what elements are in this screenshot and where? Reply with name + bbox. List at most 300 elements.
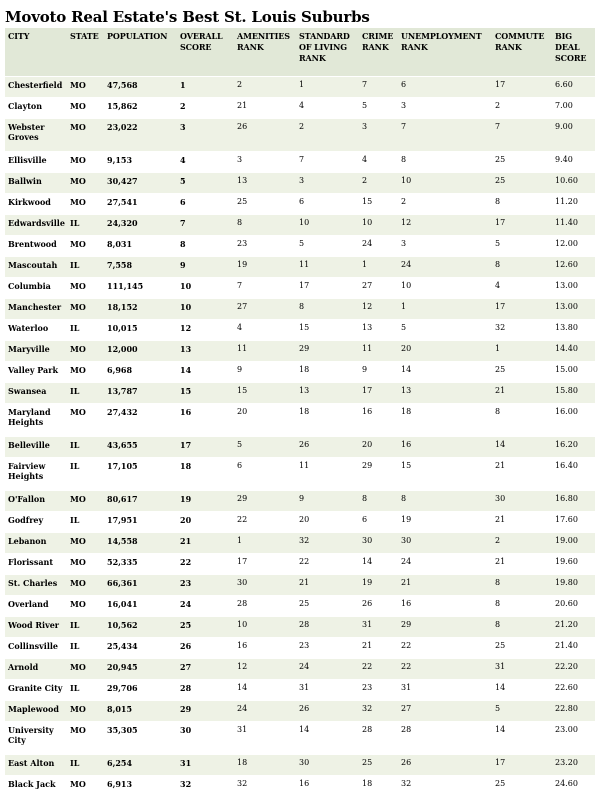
cell-big-deal-score: 13.00 <box>552 277 595 298</box>
table-row <box>5 616 595 637</box>
cell-big-deal-score: 10.60 <box>552 172 595 193</box>
cell-commute-rank: 14 <box>492 436 552 457</box>
column-header-overall-score: OVERALL SCORE <box>180 31 223 52</box>
cell-standard-of-living-rank: 15 <box>296 319 359 340</box>
cell-overall-score: 22 <box>177 553 234 574</box>
cell-amenities-rank: 5 <box>234 436 296 457</box>
cell-standard-of-living-rank: 32 <box>296 532 359 553</box>
cell-population: 111,145 <box>104 277 177 298</box>
cell-amenities-rank: 32 <box>234 775 296 796</box>
cell-amenities-rank: 24 <box>234 700 296 721</box>
cell-city: Mascoutah <box>5 256 67 277</box>
cell-standard-of-living-rank: 4 <box>296 97 359 118</box>
cell-big-deal-score: 16.40 <box>552 457 595 490</box>
cell-unemployment-rank: 27 <box>398 700 492 721</box>
cell-city: Edwardsville <box>5 214 67 235</box>
cell-state: IL <box>67 382 104 403</box>
cell-overall-score: 7 <box>177 214 234 235</box>
cell-overall-score: 17 <box>177 436 234 457</box>
cell-state: MO <box>67 574 104 595</box>
cell-big-deal-score: 21.20 <box>552 616 595 637</box>
cell-population: 66,361 <box>104 574 177 595</box>
cell-city: Florissant <box>5 553 67 574</box>
cell-overall-score: 14 <box>177 361 234 382</box>
cell-city: Overland <box>5 595 67 616</box>
cell-crime-rank: 29 <box>359 457 398 490</box>
cell-unemployment-rank: 19 <box>398 511 492 532</box>
cell-population: 18,152 <box>104 298 177 319</box>
cell-overall-score: 6 <box>177 193 234 214</box>
cell-overall-score: 12 <box>177 319 234 340</box>
cell-big-deal-score: 12.60 <box>552 256 595 277</box>
cell-crime-rank: 32 <box>359 700 398 721</box>
cell-standard-of-living-rank: 25 <box>296 595 359 616</box>
cell-population: 8,015 <box>104 700 177 721</box>
cell-standard-of-living-rank: 26 <box>296 436 359 457</box>
cell-overall-score: 5 <box>177 172 234 193</box>
cell-amenities-rank: 11 <box>234 340 296 361</box>
cell-crime-rank: 8 <box>359 490 398 511</box>
column-header-population: POPULATION <box>107 31 168 41</box>
cell-big-deal-score: 16.80 <box>552 490 595 511</box>
cell-amenities-rank: 30 <box>234 574 296 595</box>
cell-commute-rank: 17 <box>492 754 552 775</box>
table-row <box>5 511 595 532</box>
cell-city: Lebanon <box>5 532 67 553</box>
cell-population: 6,968 <box>104 361 177 382</box>
cell-unemployment-rank: 15 <box>398 457 492 490</box>
cell-standard-of-living-rank: 7 <box>296 151 359 172</box>
cell-big-deal-score: 19.60 <box>552 553 595 574</box>
cell-unemployment-rank: 6 <box>398 76 492 97</box>
cell-standard-of-living-rank: 11 <box>296 457 359 490</box>
column-header-unemployment-rank: UNEMPLOYMENT RANK <box>401 31 482 52</box>
cell-overall-score: 23 <box>177 574 234 595</box>
cell-overall-score: 26 <box>177 637 234 658</box>
cell-population: 52,335 <box>104 553 177 574</box>
table-row <box>5 637 595 658</box>
cell-crime-rank: 6 <box>359 511 398 532</box>
cell-big-deal-score: 19.00 <box>552 532 595 553</box>
cell-commute-rank: 25 <box>492 775 552 796</box>
cell-state: IL <box>67 214 104 235</box>
cell-population: 6,913 <box>104 775 177 796</box>
cell-standard-of-living-rank: 11 <box>296 256 359 277</box>
table-row <box>5 457 595 490</box>
cell-commute-rank: 8 <box>492 595 552 616</box>
cell-unemployment-rank: 10 <box>398 277 492 298</box>
cell-population: 13,787 <box>104 382 177 403</box>
cell-city: Columbia <box>5 277 67 298</box>
cell-amenities-rank: 15 <box>234 382 296 403</box>
cell-amenities-rank: 20 <box>234 403 296 436</box>
cell-big-deal-score: 11.20 <box>552 193 595 214</box>
cell-commute-rank: 14 <box>492 721 552 754</box>
cell-state: MO <box>67 775 104 796</box>
cell-population: 30,427 <box>104 172 177 193</box>
cell-big-deal-score: 6.60 <box>552 76 595 97</box>
cell-commute-rank: 4 <box>492 277 552 298</box>
column-header-commute-rank: COMMUTE RANK <box>495 31 545 52</box>
cell-state: MO <box>67 361 104 382</box>
cell-commute-rank: 30 <box>492 490 552 511</box>
cell-overall-score: 4 <box>177 151 234 172</box>
cell-standard-of-living-rank: 29 <box>296 340 359 361</box>
table-row <box>5 76 595 97</box>
cell-state: MO <box>67 490 104 511</box>
table-row <box>5 97 595 118</box>
cell-crime-rank: 7 <box>359 76 398 97</box>
cell-big-deal-score: 13.00 <box>552 298 595 319</box>
cell-crime-rank: 25 <box>359 754 398 775</box>
cell-city: Waterloo <box>5 319 67 340</box>
cell-standard-of-living-rank: 10 <box>296 214 359 235</box>
cell-overall-score: 15 <box>177 382 234 403</box>
table-row <box>5 172 595 193</box>
cell-unemployment-rank: 7 <box>398 118 492 151</box>
cell-commute-rank: 25 <box>492 172 552 193</box>
cell-commute-rank: 14 <box>492 679 552 700</box>
cell-standard-of-living-rank: 18 <box>296 403 359 436</box>
table-header-row <box>5 28 595 76</box>
cell-commute-rank: 7 <box>492 118 552 151</box>
table-row <box>5 340 595 361</box>
table-row <box>5 256 595 277</box>
cell-state: IL <box>67 637 104 658</box>
cell-overall-score: 20 <box>177 511 234 532</box>
cell-commute-rank: 21 <box>492 382 552 403</box>
cell-population: 23,022 <box>104 118 177 151</box>
cell-crime-rank: 22 <box>359 658 398 679</box>
table-row <box>5 595 595 616</box>
cell-amenities-rank: 23 <box>234 235 296 256</box>
cell-big-deal-score: 24.60 <box>552 775 595 796</box>
cell-crime-rank: 18 <box>359 775 398 796</box>
table-body <box>5 76 595 796</box>
cell-crime-rank: 21 <box>359 637 398 658</box>
cell-overall-score: 25 <box>177 616 234 637</box>
cell-population: 80,617 <box>104 490 177 511</box>
cell-overall-score: 28 <box>177 679 234 700</box>
cell-population: 27,432 <box>104 403 177 436</box>
cell-unemployment-rank: 12 <box>398 214 492 235</box>
cell-city: Maryland Heights <box>5 403 67 436</box>
cell-standard-of-living-rank: 31 <box>296 679 359 700</box>
cell-state: IL <box>67 457 104 490</box>
cell-overall-score: 31 <box>177 754 234 775</box>
cell-commute-rank: 8 <box>492 403 552 436</box>
cell-amenities-rank: 31 <box>234 721 296 754</box>
cell-crime-rank: 14 <box>359 553 398 574</box>
cell-unemployment-rank: 32 <box>398 775 492 796</box>
cell-commute-rank: 21 <box>492 457 552 490</box>
cell-crime-rank: 5 <box>359 97 398 118</box>
cell-population: 17,105 <box>104 457 177 490</box>
cell-city: St. Charles <box>5 574 67 595</box>
table-row <box>5 436 595 457</box>
cell-big-deal-score: 15.00 <box>552 361 595 382</box>
cell-city: Arnold <box>5 658 67 679</box>
cell-amenities-rank: 12 <box>234 658 296 679</box>
cell-commute-rank: 1 <box>492 340 552 361</box>
table-row <box>5 679 595 700</box>
table-row <box>5 532 595 553</box>
cell-big-deal-score: 22.80 <box>552 700 595 721</box>
cell-amenities-rank: 6 <box>234 457 296 490</box>
table-row <box>5 193 595 214</box>
cell-city: Valley Park <box>5 361 67 382</box>
cell-big-deal-score: 14.40 <box>552 340 595 361</box>
table-row <box>5 151 595 172</box>
cell-crime-rank: 15 <box>359 193 398 214</box>
table-row <box>5 658 595 679</box>
table-row <box>5 277 595 298</box>
column-header-state: STATE <box>70 31 99 41</box>
cell-unemployment-rank: 5 <box>398 319 492 340</box>
cell-overall-score: 21 <box>177 532 234 553</box>
cell-standard-of-living-rank: 8 <box>296 298 359 319</box>
table-row <box>5 361 595 382</box>
cell-big-deal-score: 23.00 <box>552 721 595 754</box>
cell-commute-rank: 17 <box>492 214 552 235</box>
cell-amenities-rank: 1 <box>234 532 296 553</box>
cell-unemployment-rank: 24 <box>398 553 492 574</box>
cell-crime-rank: 13 <box>359 319 398 340</box>
cell-population: 7,558 <box>104 256 177 277</box>
cell-commute-rank: 21 <box>492 553 552 574</box>
cell-standard-of-living-rank: 3 <box>296 172 359 193</box>
cell-state: IL <box>67 679 104 700</box>
cell-amenities-rank: 14 <box>234 679 296 700</box>
table-row <box>5 403 595 436</box>
cell-city: Maplewood <box>5 700 67 721</box>
table-row <box>5 319 595 340</box>
cell-state: IL <box>67 754 104 775</box>
cell-big-deal-score: 16.00 <box>552 403 595 436</box>
cell-state: IL <box>67 616 104 637</box>
cell-population: 16,041 <box>104 595 177 616</box>
cell-overall-score: 1 <box>177 76 234 97</box>
cell-overall-score: 24 <box>177 595 234 616</box>
cell-overall-score: 32 <box>177 775 234 796</box>
cell-standard-of-living-rank: 16 <box>296 775 359 796</box>
cell-standard-of-living-rank: 22 <box>296 553 359 574</box>
cell-state: IL <box>67 256 104 277</box>
table-row <box>5 700 595 721</box>
cell-standard-of-living-rank: 6 <box>296 193 359 214</box>
cell-standard-of-living-rank: 28 <box>296 616 359 637</box>
cell-commute-rank: 25 <box>492 637 552 658</box>
cell-population: 9,153 <box>104 151 177 172</box>
cell-city: Granite City <box>5 679 67 700</box>
cell-standard-of-living-rank: 20 <box>296 511 359 532</box>
cell-unemployment-rank: 18 <box>398 403 492 436</box>
cell-population: 8,031 <box>104 235 177 256</box>
cell-city: Webster Groves <box>5 118 67 151</box>
cell-amenities-rank: 29 <box>234 490 296 511</box>
cell-state: MO <box>67 595 104 616</box>
cell-commute-rank: 2 <box>492 532 552 553</box>
cell-big-deal-score: 21.40 <box>552 637 595 658</box>
cell-population: 20,945 <box>104 658 177 679</box>
cell-commute-rank: 25 <box>492 361 552 382</box>
cell-population: 47,568 <box>104 76 177 97</box>
cell-city: Chesterfield <box>5 76 67 97</box>
cell-standard-of-living-rank: 2 <box>296 118 359 151</box>
cell-amenities-rank: 26 <box>234 118 296 151</box>
cell-crime-rank: 12 <box>359 298 398 319</box>
cell-unemployment-rank: 30 <box>398 532 492 553</box>
cell-state: MO <box>67 235 104 256</box>
table-row <box>5 721 595 754</box>
cell-standard-of-living-rank: 21 <box>296 574 359 595</box>
cell-city: University City <box>5 721 67 754</box>
cell-crime-rank: 31 <box>359 616 398 637</box>
cell-unemployment-rank: 14 <box>398 361 492 382</box>
cell-overall-score: 18 <box>177 457 234 490</box>
cell-big-deal-score: 7.00 <box>552 97 595 118</box>
cell-city: Fairview Heights <box>5 457 67 490</box>
cell-amenities-rank: 10 <box>234 616 296 637</box>
table-row <box>5 490 595 511</box>
cell-standard-of-living-rank: 23 <box>296 637 359 658</box>
cell-big-deal-score: 9.40 <box>552 151 595 172</box>
cell-population: 10,015 <box>104 319 177 340</box>
cell-unemployment-rank: 10 <box>398 172 492 193</box>
cell-unemployment-rank: 3 <box>398 97 492 118</box>
cell-population: 25,434 <box>104 637 177 658</box>
cell-amenities-rank: 13 <box>234 172 296 193</box>
cell-amenities-rank: 4 <box>234 319 296 340</box>
cell-crime-rank: 4 <box>359 151 398 172</box>
cell-crime-rank: 9 <box>359 361 398 382</box>
cell-unemployment-rank: 13 <box>398 382 492 403</box>
column-header-amenities-rank: AMENITIES RANK <box>237 31 290 52</box>
table-row <box>5 574 595 595</box>
cell-city: Swansea <box>5 382 67 403</box>
cell-population: 27,541 <box>104 193 177 214</box>
cell-city: Maryville <box>5 340 67 361</box>
cell-state: MO <box>67 700 104 721</box>
cell-overall-score: 9 <box>177 256 234 277</box>
cell-standard-of-living-rank: 30 <box>296 754 359 775</box>
cell-amenities-rank: 18 <box>234 754 296 775</box>
cell-amenities-rank: 22 <box>234 511 296 532</box>
cell-population: 35,305 <box>104 721 177 754</box>
cell-crime-rank: 17 <box>359 382 398 403</box>
cell-unemployment-rank: 29 <box>398 616 492 637</box>
cell-amenities-rank: 8 <box>234 214 296 235</box>
cell-state: IL <box>67 436 104 457</box>
cell-population: 43,655 <box>104 436 177 457</box>
cell-amenities-rank: 9 <box>234 361 296 382</box>
cell-population: 10,562 <box>104 616 177 637</box>
cell-big-deal-score: 22.20 <box>552 658 595 679</box>
cell-standard-of-living-rank: 1 <box>296 76 359 97</box>
column-header-crime-rank: CRIME RANK <box>362 31 394 52</box>
cell-state: MO <box>67 298 104 319</box>
cell-amenities-rank: 16 <box>234 637 296 658</box>
cell-amenities-rank: 2 <box>234 76 296 97</box>
cell-state: MO <box>67 118 104 151</box>
cell-population: 12,000 <box>104 340 177 361</box>
cell-big-deal-score: 13.80 <box>552 319 595 340</box>
cell-state: MO <box>67 532 104 553</box>
cell-state: MO <box>67 553 104 574</box>
cell-standard-of-living-rank: 13 <box>296 382 359 403</box>
cell-unemployment-rank: 2 <box>398 193 492 214</box>
cell-state: IL <box>67 511 104 532</box>
cell-amenities-rank: 28 <box>234 595 296 616</box>
cell-state: MO <box>67 277 104 298</box>
cell-crime-rank: 2 <box>359 172 398 193</box>
cell-population: 15,862 <box>104 97 177 118</box>
cell-big-deal-score: 11.40 <box>552 214 595 235</box>
cell-city: Ballwin <box>5 172 67 193</box>
cell-unemployment-rank: 22 <box>398 658 492 679</box>
cell-commute-rank: 21 <box>492 511 552 532</box>
cell-crime-rank: 16 <box>359 403 398 436</box>
cell-big-deal-score: 16.20 <box>552 436 595 457</box>
column-header-big-deal-score: BIG DEAL SCORE <box>555 31 587 63</box>
cell-standard-of-living-rank: 24 <box>296 658 359 679</box>
cell-city: Black Jack <box>5 775 67 796</box>
cell-unemployment-rank: 26 <box>398 754 492 775</box>
cell-amenities-rank: 17 <box>234 553 296 574</box>
cell-commute-rank: 17 <box>492 76 552 97</box>
cell-overall-score: 19 <box>177 490 234 511</box>
cell-crime-rank: 20 <box>359 436 398 457</box>
cell-standard-of-living-rank: 5 <box>296 235 359 256</box>
cell-amenities-rank: 19 <box>234 256 296 277</box>
cell-city: East Alton <box>5 754 67 775</box>
cell-state: MO <box>67 151 104 172</box>
cell-commute-rank: 8 <box>492 193 552 214</box>
column-header-city: CITY <box>8 31 30 41</box>
cell-crime-rank: 23 <box>359 679 398 700</box>
cell-commute-rank: 5 <box>492 700 552 721</box>
table-row <box>5 754 595 775</box>
cell-state: MO <box>67 193 104 214</box>
table-row <box>5 214 595 235</box>
cell-standard-of-living-rank: 17 <box>296 277 359 298</box>
table-row <box>5 235 595 256</box>
cell-overall-score: 2 <box>177 97 234 118</box>
cell-overall-score: 27 <box>177 658 234 679</box>
cell-big-deal-score: 19.80 <box>552 574 595 595</box>
cell-overall-score: 13 <box>177 340 234 361</box>
cell-standard-of-living-rank: 9 <box>296 490 359 511</box>
cell-amenities-rank: 27 <box>234 298 296 319</box>
cell-standard-of-living-rank: 26 <box>296 700 359 721</box>
cell-amenities-rank: 21 <box>234 97 296 118</box>
cell-big-deal-score: 17.60 <box>552 511 595 532</box>
cell-commute-rank: 5 <box>492 235 552 256</box>
cell-unemployment-rank: 21 <box>398 574 492 595</box>
cell-unemployment-rank: 16 <box>398 595 492 616</box>
cell-big-deal-score: 9.00 <box>552 118 595 151</box>
cell-crime-rank: 10 <box>359 214 398 235</box>
cell-unemployment-rank: 8 <box>398 490 492 511</box>
cell-commute-rank: 8 <box>492 616 552 637</box>
table-row <box>5 553 595 574</box>
cell-unemployment-rank: 24 <box>398 256 492 277</box>
cell-city: Clayton <box>5 97 67 118</box>
table-row <box>5 298 595 319</box>
cell-population: 24,320 <box>104 214 177 235</box>
cell-unemployment-rank: 3 <box>398 235 492 256</box>
cell-unemployment-rank: 22 <box>398 637 492 658</box>
